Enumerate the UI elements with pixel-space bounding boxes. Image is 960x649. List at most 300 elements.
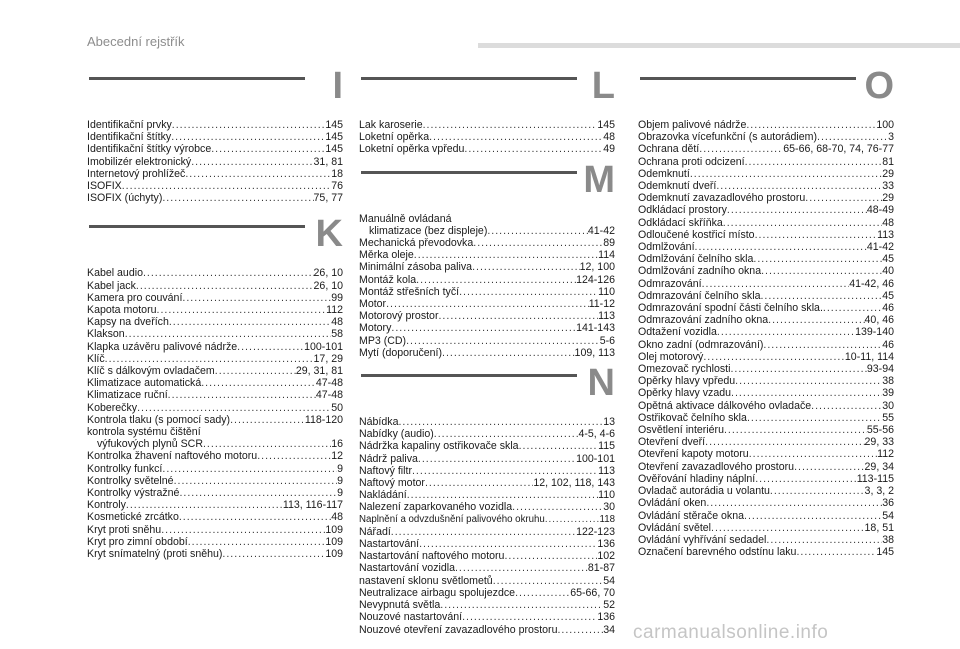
entry-term: Odmrazování xyxy=(638,277,702,290)
index-entry xyxy=(638,485,894,497)
section-letter: K xyxy=(315,213,343,256)
entry-term: Kryt proti sněhu xyxy=(87,523,162,536)
entry-page-ref: 109 xyxy=(325,535,343,548)
entry-term: Odmrazování zadního okna xyxy=(638,314,769,327)
index-entry xyxy=(87,267,343,279)
entry-page-ref: 65-66, 70 xyxy=(570,586,615,599)
entry-term: Minimální zásoba paliva xyxy=(359,261,473,274)
index-entry xyxy=(359,286,615,298)
entry-page-ref: 54 xyxy=(882,509,894,522)
index-entry xyxy=(359,611,615,623)
section-header-l xyxy=(359,65,615,119)
entry-term: Naftový filtr xyxy=(359,464,412,477)
section-header-i xyxy=(87,65,343,119)
entry-list xyxy=(87,119,343,204)
entry-term: Kapota motoru xyxy=(87,304,157,317)
dot-leader xyxy=(711,522,865,534)
index-entry xyxy=(638,180,894,192)
entry-term: Ovládání oken xyxy=(638,497,707,510)
entry-term: Ověřování hladiny náplní xyxy=(638,472,756,485)
entry-term: Nevypnutá světla xyxy=(359,599,441,612)
index-entry xyxy=(638,168,894,180)
entry-page-ref: 39 xyxy=(882,387,894,400)
dot-leader xyxy=(161,524,325,536)
entry-term: Motory xyxy=(359,322,392,335)
entry-page-ref: 9 xyxy=(337,474,343,487)
index-entry xyxy=(638,436,894,448)
index-entry xyxy=(87,353,343,365)
entry-term: Imobilizér elektronický xyxy=(87,155,192,168)
header-bar xyxy=(478,43,960,48)
index-entry xyxy=(359,501,615,513)
entry-page-ref: 136 xyxy=(597,611,615,624)
entry-term: Nabídky (audio) xyxy=(359,428,434,441)
entry-term: Klapka uzávěru palivové nádrže xyxy=(87,340,238,353)
index-entry xyxy=(638,387,894,399)
entry-page-ref: 81 xyxy=(882,155,894,168)
entry-term: Montáž střešních tyčí xyxy=(359,285,460,298)
entry-term: Nouzové otevření zavazadlového prostoru xyxy=(359,623,558,636)
dot-leader xyxy=(690,168,882,180)
entry-page-ref: 30 xyxy=(882,399,894,412)
entry-term: Klakson xyxy=(87,328,125,341)
entry-term: Odkládací prostory xyxy=(638,204,727,217)
section-letter: L xyxy=(591,65,615,107)
dot-leader xyxy=(462,611,597,623)
dot-leader xyxy=(717,326,855,338)
entry-term: Ochrana dětí xyxy=(638,143,700,156)
entry-term: Nalezení zaparkovaného vozidla xyxy=(359,501,513,514)
index-entry xyxy=(638,204,894,216)
entry-page-ref: 100-101 xyxy=(304,340,343,353)
entry-term: Otevření kapoty motoru xyxy=(638,448,749,461)
entry-term: Opěrky hlavy vzadu xyxy=(638,387,732,400)
index-entry xyxy=(87,192,343,204)
index-entry xyxy=(638,314,894,326)
index-entry xyxy=(87,377,343,389)
entry-term: Obrazovka vícefunkční (s autorádiem) xyxy=(638,131,817,144)
index-entry xyxy=(638,217,894,229)
index-entry xyxy=(638,510,894,522)
dot-leader xyxy=(386,298,589,310)
entry-page-ref: 16 xyxy=(331,438,343,451)
entry-page-ref: 47-48 xyxy=(315,377,343,390)
dot-leader xyxy=(211,143,325,155)
dot-leader xyxy=(182,292,331,304)
entry-term: Ostřikovač čelního skla xyxy=(638,411,747,424)
entry-list xyxy=(359,416,615,636)
index-entry xyxy=(87,463,343,475)
dot-leader xyxy=(473,237,603,249)
dot-leader xyxy=(398,416,603,428)
entry-page-ref: 113 xyxy=(598,464,615,477)
dot-leader xyxy=(157,304,327,316)
entry-term: Identifikační štítky xyxy=(87,131,172,144)
index-entry xyxy=(638,241,894,253)
dot-leader xyxy=(464,143,603,155)
dot-leader xyxy=(705,436,864,448)
dot-leader xyxy=(749,448,877,460)
entry-term: Označení barevného odstínu laku xyxy=(638,546,797,559)
dot-leader xyxy=(735,375,882,387)
index-entry xyxy=(359,538,615,550)
index-entry xyxy=(87,524,343,536)
entry-page-ref: 40 xyxy=(882,265,894,278)
index-entry xyxy=(638,363,894,375)
dot-leader xyxy=(768,314,864,326)
entry-page-ref: 112 xyxy=(877,448,894,461)
entry-term: výfukových plynů SCR xyxy=(97,438,203,451)
dot-leader xyxy=(723,217,882,229)
entry-term: Motorový prostor xyxy=(359,310,439,323)
dot-leader xyxy=(731,387,882,399)
entry-page-ref: 11-12 xyxy=(588,298,615,311)
index-entry xyxy=(359,514,615,526)
entry-term: Otevření dveří xyxy=(638,436,706,449)
entry-list xyxy=(638,119,894,558)
entry-term: Olej motorový xyxy=(638,350,704,363)
entry-term: Identifikační štítky výrobce xyxy=(87,143,212,156)
dot-leader xyxy=(699,143,783,155)
entry-term: Motor xyxy=(359,298,387,311)
entry-term: Ochrana proti odcizení xyxy=(638,155,745,168)
index-entry xyxy=(638,497,894,509)
index-entry xyxy=(638,119,894,131)
dot-leader xyxy=(744,510,882,522)
entry-term: Kontroly xyxy=(87,499,126,512)
index-entry xyxy=(87,119,343,131)
entry-list xyxy=(359,213,615,359)
entry-page-ref: 29, 31, 81 xyxy=(295,365,343,378)
entry-page-ref: 17, 29 xyxy=(313,352,343,365)
section-rule xyxy=(361,171,577,174)
index-entry xyxy=(638,400,894,412)
entry-page-ref: 38 xyxy=(882,375,894,388)
dot-leader xyxy=(136,280,314,292)
entry-page-ref: 139-140 xyxy=(855,326,894,339)
entry-page-ref: 122-123 xyxy=(576,525,615,538)
entry-term: Nastartování vozidla xyxy=(359,562,455,575)
index-entry xyxy=(638,253,894,265)
dot-leader xyxy=(406,335,600,347)
section-header-n xyxy=(359,362,615,416)
index-entry xyxy=(359,119,615,131)
entry-page-ref: 3 xyxy=(888,131,894,144)
entry-page-ref: 46 xyxy=(882,338,894,351)
dot-leader xyxy=(755,473,856,485)
entry-page-ref: 48 xyxy=(603,131,615,144)
dot-leader xyxy=(237,341,304,353)
entry-page-ref: 118 xyxy=(599,513,615,525)
dot-leader xyxy=(434,428,579,440)
index-entry xyxy=(359,416,615,428)
entry-page-ref: 12, 102, 118, 143 xyxy=(533,477,615,490)
dot-leader xyxy=(168,389,316,401)
dot-leader xyxy=(747,412,882,424)
entry-page-ref: 112 xyxy=(326,304,343,317)
entry-list xyxy=(359,119,615,156)
dot-leader xyxy=(727,204,867,216)
dot-leader xyxy=(185,168,331,180)
index-entry xyxy=(638,534,894,546)
entry-page-ref: 75, 77 xyxy=(313,192,343,205)
index-entry xyxy=(87,389,343,401)
dot-leader xyxy=(716,180,882,192)
index-entry xyxy=(359,347,615,359)
entry-term: Měrka oleje xyxy=(359,249,414,262)
entry-term: Odemknutí zavazadlového prostoru xyxy=(638,192,806,205)
dot-leader xyxy=(419,538,597,550)
entry-page-ref: 124-126 xyxy=(576,273,615,286)
dot-leader xyxy=(179,511,331,523)
entry-term: Nouzové nastartování xyxy=(359,611,463,624)
entry-term: Odkládací skříňka xyxy=(638,216,723,229)
entry-page-ref: 99 xyxy=(331,291,343,304)
entry-page-ref: 48 xyxy=(882,216,894,229)
index-entry xyxy=(359,249,615,261)
index-entry xyxy=(87,499,343,511)
dot-leader xyxy=(823,302,882,314)
index-entry xyxy=(359,143,615,155)
section-letter: O xyxy=(864,65,894,107)
entry-term: Loketní opěrka xyxy=(359,131,430,144)
dot-leader xyxy=(703,351,845,363)
index-entry xyxy=(359,599,615,611)
entry-term: Mytí (doporučení) xyxy=(359,346,443,359)
index-entry xyxy=(87,143,343,155)
index-entry xyxy=(638,265,894,277)
entry-page-ref: 109, 113 xyxy=(574,346,615,359)
entry-page-ref: 49 xyxy=(603,143,615,156)
dot-leader xyxy=(512,501,603,513)
entry-page-ref: 113 xyxy=(598,310,615,323)
index-entry xyxy=(359,237,615,249)
index-entry xyxy=(87,316,343,328)
entry-term: Osvětlení interiéru xyxy=(638,424,724,437)
entry-term: kontrola systému čištění xyxy=(87,426,201,439)
entry-page-ref: 18 xyxy=(331,167,343,180)
entry-term: Nakládání xyxy=(359,489,407,502)
dot-leader xyxy=(438,310,598,322)
entry-term: Kontrolka žhavení naftového motoru xyxy=(87,450,258,463)
index-entry xyxy=(87,156,343,168)
index-entry xyxy=(359,526,615,538)
entry-term: nastavení sklonu světlometů xyxy=(359,574,493,587)
dot-leader xyxy=(794,461,864,473)
entry-page-ref: 26, 10 xyxy=(313,279,343,292)
section-rule xyxy=(361,77,577,80)
index-entry xyxy=(359,550,615,562)
dot-leader xyxy=(770,485,865,497)
index-entry xyxy=(359,453,615,465)
index-entry xyxy=(87,180,343,192)
index-entry xyxy=(87,548,343,560)
entry-term: Mechanická převodovka xyxy=(359,237,474,250)
entry-page-ref: 102 xyxy=(597,550,615,563)
dot-leader xyxy=(414,249,598,261)
entry-term: Opěrky hlavy vpředu xyxy=(638,375,736,388)
index-entry xyxy=(87,536,343,548)
index-entry xyxy=(638,339,894,351)
entry-term: Klimatizace ruční xyxy=(87,389,168,402)
entry-page-ref: 50 xyxy=(331,401,343,414)
dot-leader xyxy=(203,438,331,450)
entry-term: Kontrola tlaku (s pomocí sady) xyxy=(87,413,231,426)
dot-leader xyxy=(191,156,313,168)
entry-page-ref: 48 xyxy=(331,316,343,329)
dot-leader xyxy=(493,575,604,587)
entry-term: Lak karoserie xyxy=(359,119,423,131)
entry-term: Identifikační prvky xyxy=(87,119,172,131)
dot-leader xyxy=(162,192,313,204)
dot-leader xyxy=(761,265,882,277)
entry-term: Okno zadní (odmrazování) xyxy=(638,338,764,351)
index-entry xyxy=(87,168,343,180)
entry-page-ref: 38 xyxy=(882,533,894,546)
dot-leader xyxy=(407,489,598,501)
entry-page-ref: 47-48 xyxy=(315,389,343,402)
entry-page-ref: 13 xyxy=(603,416,615,429)
index-entry xyxy=(359,489,615,501)
entry-page-ref: 109 xyxy=(325,523,343,536)
section-rule xyxy=(640,77,856,80)
entry-page-ref: 145 xyxy=(597,119,615,131)
index-entry xyxy=(87,438,343,450)
entry-term: Nářadí xyxy=(359,525,391,538)
dot-leader xyxy=(418,453,576,465)
dot-leader xyxy=(423,119,598,131)
index-entry xyxy=(359,131,615,143)
entry-term: Kontrolky výstražné xyxy=(87,487,180,500)
index-entry xyxy=(638,131,894,143)
entry-list xyxy=(87,267,343,560)
entry-page-ref: 118-120 xyxy=(304,413,343,426)
index-entry xyxy=(638,546,894,558)
section-header-o xyxy=(638,65,894,119)
entry-page-ref: 26, 10 xyxy=(313,267,343,280)
dot-leader xyxy=(201,377,316,389)
dot-leader xyxy=(706,497,882,509)
entry-page-ref: 113, 116-117 xyxy=(282,499,343,512)
entry-term: MP3 (CD) xyxy=(359,334,407,347)
dot-leader xyxy=(545,514,600,526)
entry-term: Kontrolky funkcí xyxy=(87,462,163,475)
index-entry xyxy=(638,522,894,534)
entry-page-ref: 41-42 xyxy=(587,224,615,237)
index-entry xyxy=(87,328,343,340)
entry-page-ref: 33 xyxy=(882,180,894,193)
entry-term: Kryt snímatelný (proti sněhu) xyxy=(87,548,223,561)
index-entry xyxy=(359,575,615,587)
dot-leader xyxy=(188,536,326,548)
entry-page-ref: 115 xyxy=(598,440,615,453)
dot-leader xyxy=(519,440,599,452)
entry-term: Odloučené kostřicí místo xyxy=(638,228,755,241)
dot-leader xyxy=(557,624,603,636)
index-entry xyxy=(359,428,615,440)
entry-page-ref: 36 xyxy=(882,497,894,510)
dot-leader xyxy=(504,550,597,562)
dot-leader xyxy=(412,465,598,477)
index-entry xyxy=(359,213,615,225)
index-entry xyxy=(638,229,894,241)
entry-page-ref: 29 xyxy=(882,192,894,205)
entry-term: Odmrazování čelního skla xyxy=(638,289,761,302)
index-entry xyxy=(87,365,343,377)
entry-term: ISOFIX xyxy=(87,180,122,193)
index-entry xyxy=(359,261,615,273)
entry-term: Klíč s dálkovým ovladačem xyxy=(87,365,215,378)
index-entry xyxy=(359,298,615,310)
index-entry xyxy=(359,587,615,599)
entry-page-ref: 145 xyxy=(325,143,343,156)
entry-page-ref: 136 xyxy=(597,538,615,551)
entry-page-ref: 31, 81 xyxy=(313,155,343,168)
entry-term: Nastartování xyxy=(359,538,420,551)
index-entry xyxy=(87,131,343,143)
dot-leader xyxy=(222,548,325,560)
entry-page-ref: 110 xyxy=(598,285,615,298)
entry-term: Kosmetické zrcátko xyxy=(87,511,179,524)
dot-leader xyxy=(695,241,867,253)
index-entry xyxy=(87,426,343,438)
index-entry xyxy=(638,412,894,424)
dot-leader xyxy=(105,353,314,365)
entry-term: ISOFIX (úchyty) xyxy=(87,192,163,205)
entry-page-ref: 58 xyxy=(331,328,343,341)
index-entry xyxy=(359,477,615,489)
entry-page-ref: 9 xyxy=(337,462,343,475)
dot-leader xyxy=(391,322,576,334)
entry-page-ref: 18, 51 xyxy=(864,521,894,534)
entry-term: Naplnění a odvzdušnění palivového okruhu xyxy=(359,513,545,525)
entry-term: Nádržka kapaliny ostřikovače skla xyxy=(359,440,519,453)
dot-leader xyxy=(472,261,580,273)
entry-page-ref: 10-11, 114 xyxy=(844,350,894,363)
entry-page-ref: 114 xyxy=(598,249,615,262)
dot-leader xyxy=(755,229,878,241)
index-entry xyxy=(638,326,894,338)
entry-page-ref: 100-101 xyxy=(576,452,615,465)
index-entry xyxy=(638,192,894,204)
dot-leader xyxy=(143,267,314,279)
section-header-m xyxy=(359,158,615,213)
dot-leader xyxy=(817,131,888,143)
index-column-3 xyxy=(638,65,894,559)
entry-page-ref: 76 xyxy=(331,180,343,193)
dot-leader xyxy=(179,487,337,499)
index-entry xyxy=(359,335,615,347)
page-header-title: Abecední rejstřík xyxy=(87,34,185,49)
dot-leader xyxy=(230,414,305,426)
index-entry xyxy=(638,448,894,460)
index-entry xyxy=(87,450,343,462)
entry-page-ref: 29, 33 xyxy=(864,436,894,449)
entry-page-ref: 48 xyxy=(331,511,343,524)
section-letter: I xyxy=(332,65,343,107)
entry-term: Ovládání světel xyxy=(638,521,712,534)
entry-page-ref: 55 xyxy=(882,411,894,424)
dot-leader xyxy=(425,477,533,489)
entry-term: Otevření zavazadlového prostoru xyxy=(638,460,795,473)
entry-page-ref: 12, 100 xyxy=(579,261,615,274)
entry-page-ref: 89 xyxy=(603,237,615,250)
dot-leader xyxy=(391,526,576,538)
entry-term: Odemknutí xyxy=(638,167,690,180)
dot-leader xyxy=(257,450,331,462)
entry-term: Odmlžování xyxy=(638,241,695,254)
entry-page-ref: 34 xyxy=(603,623,615,636)
